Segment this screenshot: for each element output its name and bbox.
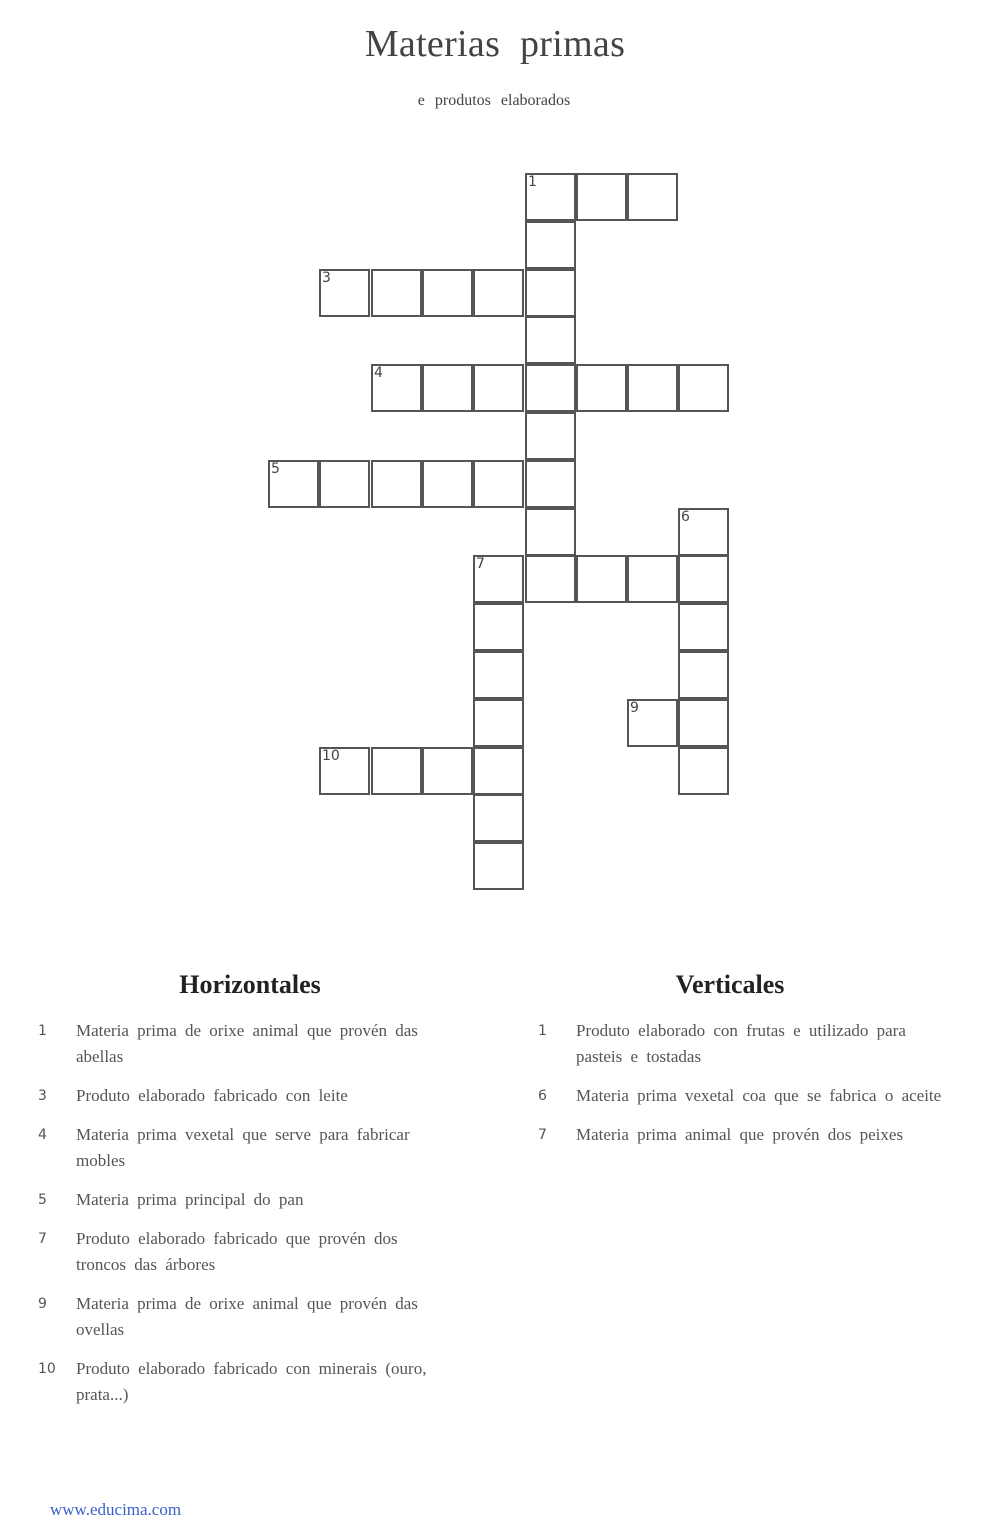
- crossword-cell[interactable]: [371, 747, 422, 795]
- crossword-cell[interactable]: [576, 364, 627, 412]
- crossword-cell[interactable]: [473, 460, 524, 508]
- crossword-cell[interactable]: [525, 364, 576, 412]
- horizontal-heading: Horizontales: [179, 970, 321, 999]
- clue-number: 7: [476, 556, 485, 572]
- crossword-cell[interactable]: [678, 699, 729, 747]
- clue-item-number: 7: [538, 1127, 547, 1143]
- page-title: Materias primas: [364, 23, 626, 65]
- clue-item: [38, 1187, 448, 1213]
- clue-item: [38, 1226, 448, 1278]
- clue-item-text: Produto elaborado fabricado con minerais (ouro, prata...): [76, 1359, 427, 1404]
- crossword-cell[interactable]: [525, 269, 576, 317]
- clue-item: [538, 1122, 948, 1148]
- crossword-cell[interactable]: [678, 651, 729, 699]
- crossword-cell[interactable]: [371, 460, 422, 508]
- crossword-cell[interactable]: [422, 747, 473, 795]
- clue-number: 4: [374, 365, 383, 381]
- clue-item-number: 5: [38, 1192, 47, 1208]
- clue-item-text: Materia prima animal que provén dos peixes: [576, 1125, 904, 1144]
- crossword-cell[interactable]: [371, 269, 422, 317]
- crossword-cell[interactable]: [473, 651, 524, 699]
- clue-number: 10: [322, 748, 340, 764]
- crossword-cell[interactable]: [525, 412, 576, 460]
- crossword-cell[interactable]: [627, 699, 678, 747]
- crossword-cell[interactable]: [422, 269, 473, 317]
- crossword-cell[interactable]: [525, 221, 576, 269]
- clue-item-text: Materia prima vexetal que serve para fabricar mobles: [76, 1125, 410, 1170]
- vertical-clue-list: [538, 1018, 948, 1161]
- clue-item-text: Produto elaborado fabricado que provén dos troncos das árbores: [76, 1229, 398, 1274]
- clue-item-text: Produto elaborado con frutas e utilizado para pasteis e tostadas: [576, 1021, 906, 1066]
- footer-link[interactable]: www.educima.com: [50, 1500, 182, 1519]
- crossword-cell[interactable]: [576, 555, 627, 603]
- clue-item-text: Produto elaborado fabricado con leite: [76, 1086, 348, 1105]
- clue-item-number: 1: [538, 1023, 547, 1039]
- clue-item-number: 4: [38, 1127, 47, 1143]
- clue-item-text: Materia prima de orixe animal que provén das abellas: [76, 1021, 418, 1066]
- crossword-cell[interactable]: [422, 364, 473, 412]
- crossword-cell[interactable]: [473, 842, 524, 890]
- crossword-cell[interactable]: [422, 460, 473, 508]
- clue-item-number: 10: [38, 1361, 56, 1377]
- crossword-cell[interactable]: [627, 173, 678, 221]
- clue-item: [38, 1018, 448, 1070]
- crossword-cell[interactable]: [678, 555, 729, 603]
- clue-item-number: 9: [38, 1296, 47, 1312]
- clue-item: [538, 1083, 948, 1109]
- clue-item: [38, 1291, 448, 1343]
- vertical-heading: Verticales: [675, 970, 785, 999]
- crossword-cell[interactable]: [678, 364, 729, 412]
- crossword-cell[interactable]: [473, 555, 524, 603]
- clue-item-number: 1: [38, 1023, 47, 1039]
- crossword-cell[interactable]: [473, 699, 524, 747]
- crossword-cell[interactable]: [319, 269, 370, 317]
- crossword-cell[interactable]: [627, 555, 678, 603]
- clue-number: 9: [630, 700, 639, 716]
- crossword-cell[interactable]: [319, 460, 370, 508]
- clue-item-text: Materia prima vexetal coa que se fabrica o aceite: [576, 1086, 942, 1105]
- page-subtitle: e produtos elaborados: [417, 92, 571, 109]
- clue-number: 5: [271, 461, 280, 477]
- clue-number: 3: [322, 270, 331, 286]
- crossword-cell[interactable]: [525, 173, 576, 221]
- crossword-cell[interactable]: [473, 747, 524, 795]
- clue-item-text: Materia prima principal do pan: [76, 1190, 304, 1209]
- crossword-cell[interactable]: [473, 794, 524, 842]
- clue-number: 1: [528, 174, 537, 190]
- crossword-cell[interactable]: [473, 603, 524, 651]
- crossword-cell[interactable]: [371, 364, 422, 412]
- crossword-cell[interactable]: [576, 173, 627, 221]
- crossword-cell[interactable]: [678, 747, 729, 795]
- crossword-cell[interactable]: [525, 508, 576, 556]
- crossword-cell[interactable]: [268, 460, 319, 508]
- crossword-cell[interactable]: [319, 747, 370, 795]
- crossword-cell[interactable]: [525, 555, 576, 603]
- crossword-cell[interactable]: [678, 508, 729, 556]
- clue-item-number: 7: [38, 1231, 47, 1247]
- crossword-cell[interactable]: [678, 603, 729, 651]
- clue-item-number: 3: [38, 1088, 47, 1104]
- crossword-cell[interactable]: [473, 269, 524, 317]
- clue-item-number: 6: [538, 1088, 547, 1104]
- crossword-cell[interactable]: [473, 364, 524, 412]
- clue-number: 6: [681, 509, 690, 525]
- clue-item-text: Materia prima de orixe animal que provén das ovellas: [76, 1294, 418, 1339]
- crossword-cell[interactable]: [627, 364, 678, 412]
- clue-item: [538, 1018, 948, 1070]
- crossword-cell[interactable]: [525, 460, 576, 508]
- clue-item: [38, 1356, 448, 1408]
- clue-item: [38, 1122, 448, 1174]
- crossword-cell[interactable]: [525, 316, 576, 364]
- horizontal-clue-list: [38, 1018, 448, 1421]
- clue-item: [38, 1083, 448, 1109]
